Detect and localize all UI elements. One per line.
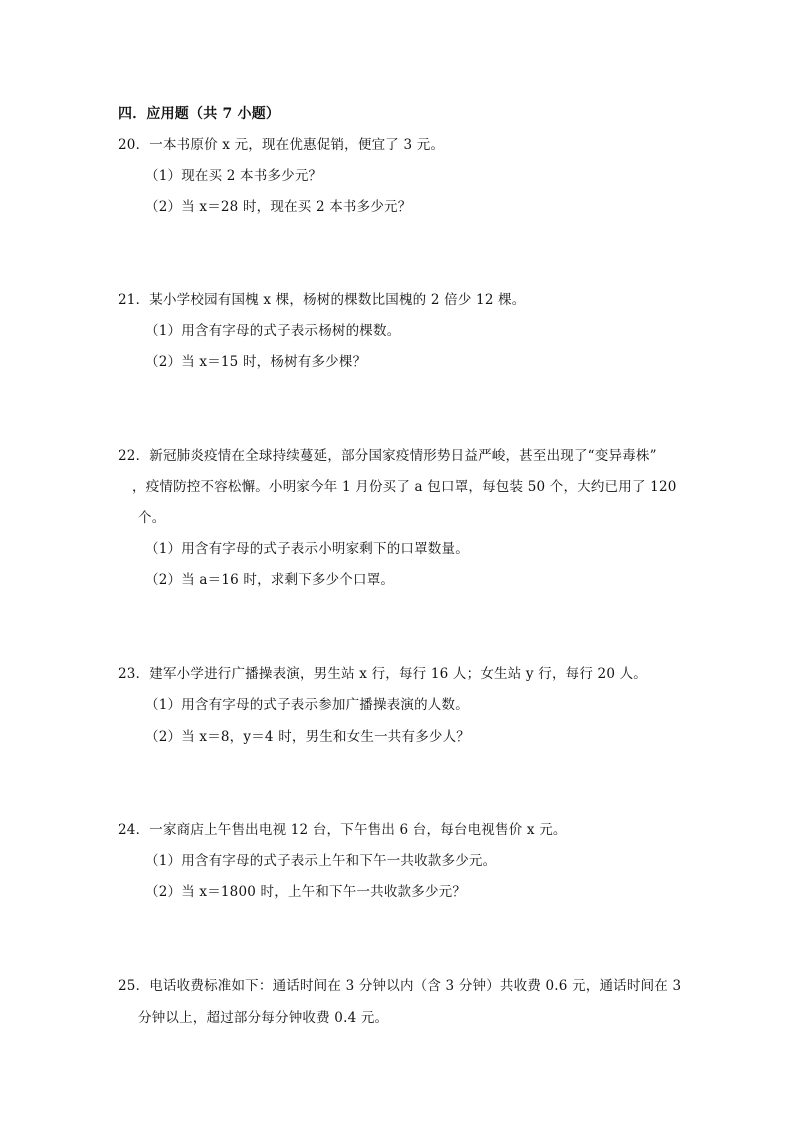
problem-20-sub-1: （1）现在买 2 本书多少元？ bbox=[145, 168, 323, 184]
section-heading: 四．应用题（共 7 小题） bbox=[118, 106, 281, 122]
problem-23-sub-1: （1）用含有字母的式子表示参加广播操表演的人数。 bbox=[145, 697, 469, 713]
problem-20-text: 20．一本书原价 x 元，现在优惠促销，便宜了 3 元。 bbox=[118, 137, 445, 153]
problem-23-text: 23．建军小学进行广播操表演，男生站 x 行，每行 16 人；女生站 y 行，每行 20 人。 bbox=[118, 666, 648, 682]
problem-25-text-line-1: 25．电话收费标准如下：通话时间在 3 分钟以内（含 3 分钟）共收费 0.6 元，通话时间在 3 bbox=[118, 978, 682, 994]
problem-24-sub-2: （2）当 x＝1800 时，上午和下午一共收款多少元？ bbox=[145, 884, 467, 900]
problem-22-text-line-3: 个。 bbox=[138, 510, 166, 526]
problem-23-sub-2: （2）当 x＝8，y＝4 时，男生和女生一共有多少人？ bbox=[145, 729, 470, 745]
problem-22-text-line-1: 22．新冠肺炎疫情在全球持续蔓延，部分国家疫情形势日益严峻，甚至出现了“变异毒株” bbox=[118, 448, 657, 464]
problem-21-text: 21．某小学校园有国槐 x 棵，杨树的棵数比国槐的 2 倍少 12 棵。 bbox=[118, 292, 526, 308]
problem-22-text-line-2: ，疫情防控不容松懈。小明家今年 1 月份买了 a 包口罩，每包装 50 个，大约已用了 120 bbox=[132, 479, 677, 495]
problem-20-sub-2: （2）当 x＝28 时，现在买 2 本书多少元？ bbox=[145, 199, 412, 215]
problem-24-text: 24．一家商店上午售出电视 12 台，下午售出 6 台，每台电视售价 x 元。 bbox=[118, 822, 567, 838]
problem-22-sub-1: （1）用含有字母的式子表示小明家剩下的口罩数量。 bbox=[145, 541, 469, 557]
problem-22-sub-2: （2）当 a＝16 时，求剩下多少个口罩。 bbox=[145, 572, 395, 588]
problem-25-text-line-2: 分钟以上，超过部分每分钟收费 0.4 元。 bbox=[138, 1010, 389, 1026]
problem-24-sub-1: （1）用含有字母的式子表示上午和下午一共收款多少元。 bbox=[145, 853, 497, 869]
problem-21-sub-1: （1）用含有字母的式子表示杨树的棵数。 bbox=[145, 323, 401, 339]
problem-21-sub-2: （2）当 x＝15 时，杨树有多少棵？ bbox=[145, 354, 367, 370]
